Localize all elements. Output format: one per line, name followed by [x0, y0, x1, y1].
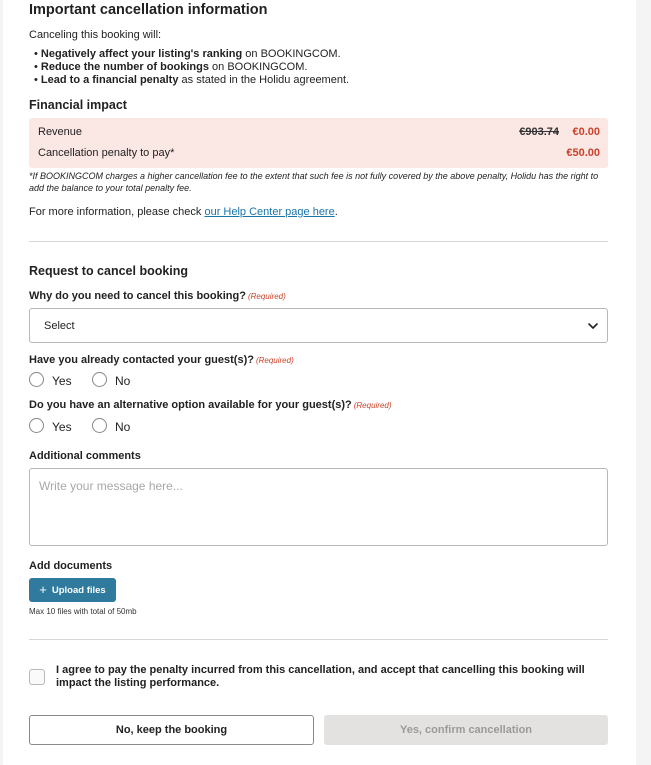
info-title: Important cancellation information — [29, 2, 268, 18]
required-tag: (Required) — [353, 401, 392, 410]
more-info-text: For more information, please check our Help Center page here. — [29, 206, 338, 218]
info-bullet: • Lead to a financial penalty as stated in the Holidu agreement. — [34, 74, 350, 86]
revenue-original: €903.74 — [519, 126, 559, 138]
divider — [29, 639, 608, 640]
penalty-amount: €50.00 — [566, 147, 600, 159]
required-tag: (Required) — [247, 292, 286, 301]
agree-text[interactable]: I agree to pay the penalty incurred from this cancellation, and accept that cancelling this booking will impact the listing performance. — [56, 664, 585, 689]
confirm-cancellation-button[interactable]: Yes, confirm cancellation — [324, 715, 608, 745]
financial-impact-box — [29, 118, 608, 168]
reason-question: Why do you need to cancel this booking? (Required) — [29, 290, 286, 302]
revenue-label: Revenue — [38, 126, 83, 138]
penalty-label: Cancellation penalty to pay* — [38, 147, 175, 159]
alternative-no-label[interactable]: No — [115, 420, 131, 434]
revenue-new: €0.00 — [572, 126, 600, 138]
comments-textarea[interactable] — [29, 468, 608, 546]
alternative-no-radio[interactable] — [92, 418, 107, 433]
required-tag: (Required) — [255, 356, 294, 365]
cancellation-panel — [3, 0, 636, 765]
alternative-yes-radio[interactable] — [29, 418, 44, 433]
info-bullet: • Reduce the number of bookings on BOOKINGCOM. — [34, 61, 308, 73]
info-bullet: • Negatively affect your listing's ranking on BOOKINGCOM. — [34, 48, 341, 60]
upload-hint: Max 10 files with total of 50mb — [29, 607, 137, 616]
chevron-down-icon — [587, 320, 599, 332]
reason-select[interactable] — [29, 308, 608, 343]
contacted-no-label[interactable]: No — [115, 374, 131, 388]
info-intro: Canceling this booking will: — [29, 29, 162, 41]
plus-icon: + — [39, 582, 47, 597]
contacted-yes-radio[interactable] — [29, 372, 44, 387]
request-heading: Request to cancel booking — [29, 264, 189, 278]
contacted-yes-label[interactable]: Yes — [52, 374, 72, 388]
financial-heading: Financial impact — [29, 98, 127, 112]
divider — [29, 241, 608, 242]
documents-label: Add documents — [29, 560, 113, 572]
contacted-question: Have you already contacted your guest(s)? (Required) — [29, 354, 294, 366]
help-center-link[interactable]: our Help Center page here — [204, 206, 335, 218]
contacted-no-radio[interactable] — [92, 372, 107, 387]
comments-placeholder: Write your message here... — [39, 479, 183, 493]
reason-select-value: Select — [44, 320, 75, 332]
comments-label: Additional comments — [29, 450, 141, 462]
agree-checkbox[interactable] — [29, 669, 45, 685]
alternative-question: Do you have an alternative option available for your guest(s)? (Required) — [29, 399, 392, 411]
upload-files-button[interactable]: + Upload files — [29, 578, 116, 602]
keep-booking-button[interactable]: No, keep the booking — [29, 715, 314, 745]
penalty-footnote: *If BOOKINGCOM charges a higher cancellation fee to the extent that such fee is not fully covered by the above penalty, Holidu has the right to add the balance to your total penalty fee. — [29, 171, 599, 193]
alternative-yes-label[interactable]: Yes — [52, 420, 72, 434]
